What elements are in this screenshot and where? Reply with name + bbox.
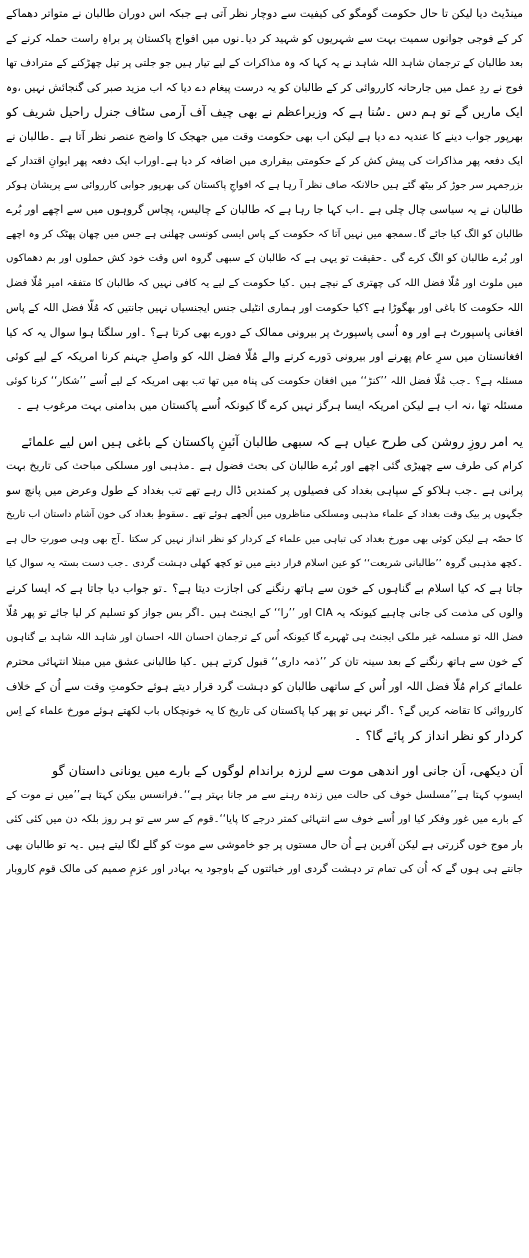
- text-line: کرام کی طرف سے چھیڑی گئی اچھے اور بُرے طالبان کی بحث فضول ہے ۔مذہبی اور مسلکی مباحث کی تاریخ بہت: [6, 459, 523, 472]
- paragraph-3: [6, 759, 523, 882]
- paragraph-2: [6, 430, 523, 749]
- text-line: اللہ حکومت کا باغی اور بھگوڑا ہے ؟کیا حکومت اور ہماری انٹیلی جنس ایجنسیاں نہیں جانتیں کہ مُلّا فضل اللہ کے پاس: [6, 302, 523, 314]
- text-line: فوج نے ردِ عمل میں جارحانہ کارروائی کر کے طالبان کو یہ درست پیغام دے دیا کہ اب مزید صبر کی گنجائش نہیں ،وہ: [6, 80, 523, 94]
- text-line: مسئلہ ہے؟ ۔جب مُلّا فضل اللہ ’’کنڑ‘‘ میں افغان حکومت کی پناہ میں تھا تب بھی امریکہ کے لیے اُسے ’’شکار‘‘ کرنا کوئی: [6, 375, 523, 387]
- text-line: کردار کو نظر انداز کر پائے گا؟ ۔: [354, 727, 523, 743]
- text-line: بزرجمہر سر جوڑ کر بیٹھ گئے ہیں حالانکہ صاف نظر آ رہا ہے کہ افواجِ پاکستان کی بھرپور جوابی کارروائی سے پریشان ہوکر: [6, 179, 523, 191]
- text-line: افغانی پاسپورٹ ہے اور وہ اُسی پاسپورٹ پر بیرونی ممالک کے دورے بھی کرتا ہے؟ ۔اور سلگتا ہوا سوال یہ کہ کیا: [6, 325, 523, 339]
- text-line: بعد طالبان کے ترجمان شاہد اللہ شاہد نے یہ کہا کہ وہ مذاکرات کے لیے تیار ہیں جو جلتی پر تیل چھڑکنے کے مترادف تھا: [6, 57, 523, 69]
- text-line: طالبان کو الگ کیا جائے گا۔سمجھ میں نہیں آتا کہ حکومت کے پاس ایسی کونسی چھلنی ہے جس میں چھان پھٹک کر وہ اچھے: [6, 228, 523, 240]
- text-line: اَن دیکھی، اَن جانی اور اندھی موت سے لرزہ براندام لوگوں کے بارے میں یونانی داستان گو: [52, 763, 523, 778]
- text-line: ایک ماریں گے تو ہم دس ۔سُنا ہے کہ وزیراعظم نے بھی چیف آف آرمی سٹاف جنرل راحیل شریف کو: [6, 105, 523, 119]
- text-line: کا حصّہ ہے لیکن کوئی بھی مورخ بغداد کی تباہی میں علماء کے کردار کو نظر انداز نہیں کر سکتا ۔آج بھی وہی صورتِ حال ہے: [6, 533, 523, 545]
- text-line: کر کے فوجی جوانوں سمیت بہت سے شہریوں کو شہید کر دیا۔نوں میں افواج پاکستان پر براہِ راست حملہ کرنے کے: [6, 31, 523, 45]
- paragraph-gap: [6, 419, 523, 430]
- text-line: پرانی ہے ۔جب ہلاکو کے سپاہی بغداد کی فصیلوں پر کمندیں ڈال رہے تھے تب بغداد کے طول وعرض میں پانچ سو: [6, 483, 523, 497]
- text-line: بھرپور جواب دینے کا عندیہ دے دیا ہے لیکن اب بھی حکومت وقت میں جھجک کا واضح عنصر نظر آتا ہے ۔طالبان نے: [6, 129, 523, 143]
- text-line: کے بارے میں غور وفکر کیا اور اُسے خوف سے انتہائی کمتر درجے کا پایا‘‘۔قوم کے سر سے تو ہر روز بلکہ دن میں کئی کئی: [6, 814, 523, 825]
- text-line: ایسوپ کہتا ہے’’مسلسل خوف کی حالت میں زندہ رہنے سے مر جانا بہتر ہے‘‘۔فرانسس بیکن کہتا ہے’’میں نے موت کے: [6, 789, 523, 801]
- text-line: ۔کچھ مذہبی گروہ ’’طالبانی شریعت‘‘ کو عین اسلام قرار دینے میں تو کچھ کھلی دہشت گردی ۔جب دست بستہ یہ سوال کیا: [6, 558, 523, 569]
- text-line: والوں کی مذمت کی جانی چاہیے کیونکہ یہ CIA اور ’’را‘‘ کے ایجنٹ ہیں ۔اگر بس جواز کو تسلیم کر لیا جائے تو پھر مُلّا: [6, 607, 523, 619]
- text-line: جاتا ہے کہ کیا اسلام بے گناہوں کے خون سے ہاتھ رنگنے کی اجازت دیتا ہے؟ ۔تو جواب دیا جاتا ہے کہ ایسا کرنے: [6, 581, 523, 595]
- text-line: مسئلہ تھا ،نہ اب ہے لیکن امریکہ ایسا ہرگز نہیں کرے گا کیونکہ اُسے پاکستان میں بدامنی بہت مرغوب ہے ۔: [16, 399, 523, 412]
- text-line: جانتے ہی ہوں گے کہ اُن کی تمام تر دہشت گردی اور خباثتوں کے باوجود یہ بہادر اور عزمِ صمیم کی مالک قوم کاروبار: [6, 863, 523, 875]
- text-line: علمائے کرام مُلّا فضل اللہ اور اُس کے ساتھی طالبان کو دہشت گرد قرار دیتے ہوئے حکومتِ وقت سے اُن کے خلاف: [6, 679, 523, 693]
- text-line: میں ملوث اور مُلّا فضل اللہ کی چھتری کے نیچے ہیں ۔کیا حکومت کے لیے یہ کافی نہیں کہ طالبان کا متفقہ امیر مُلّا فضل: [6, 277, 523, 289]
- text-line: افغانستان میں سرِ عام پھرنے اور بیرونی دَورے کرنے والے مُلّا فضل اللہ کو واصلِ جہنم کرنا امریکہ کے لیے کوئی: [6, 350, 523, 363]
- paragraph-1: [6, 2, 523, 419]
- text-line: اور بُرے طالبان کو الگ کرے گی ۔حقیقت تو یہی ہے کہ طالبان کے سبھی گروہ اس وقت خود کش حملوں اور بم دھماکوں: [6, 253, 523, 264]
- text-line: فضل اللہ تو مسلمہ غیر ملکی ایجنٹ ہی ٹھہرے گا کیونکہ اُس کے ترجمان احسان اللہ احسان اور شاہد اللہ شاہد بے گناہوں: [6, 631, 523, 643]
- text-line: مینڈیٹ دیا لیکن تا حال حکومت گومگو کی کیفیت سے دوچار نظر آتی ہے جبکہ اس دوران طالبان نے متواتر دھماکے: [6, 7, 523, 20]
- text-line: کے خون سے ہاتھ رنگنے کے بعد سینہ تان کر ’’ذمہ داری‘‘ قبول کرتے ہیں ۔کیا طالبانی عشق میں مبتلا انتہائی محترم: [6, 655, 523, 668]
- text-line: طالبان نے یہ سیاسی چال چلی ہے ۔اب کہا جا رہا ہے کہ طالبان کے چالیس، پچاس گروہوں میں سے اچھے اور بُرے: [6, 203, 523, 216]
- text-line: جگہوں پر بیک وقت بغداد کے علماء مذہبی ومسلکی مناظروں میں اُلجھے ہوئے تھے ۔سقوطِ بغداد کی خون آشام داستان اب تاریخ: [6, 509, 523, 520]
- text-line: یہ امر روزِ روشن کی طرح عیاں ہے کہ سبھی طالبان آئینِ پاکستان کے باغی ہیں اس لیے علمائے: [21, 433, 523, 449]
- text-line: کارروائی کا تقاضہ کریں گے؟ ۔اگر نہیں تو پھر کیا پاکستان کی تاریخ کا یہ خونچکاں باب لکھتے ہوئے مورخ علماء کے اِس: [6, 705, 523, 717]
- article-page: [6, 2, 523, 1256]
- text-line: بار موج خوں گزرتی ہے لیکن آفرین ہے اُن حال مستوں پر جو خاموشی سے موت کو گلے لگا لیتے ہیں ۔یہ تو طالبان بھی: [6, 838, 523, 851]
- paragraph-gap: [6, 748, 523, 759]
- text-line: ایک دفعہ پھر مذاکرات کی پیش کش کر کے حکومتی بیقراری میں اضافہ کر دیا ہے۔اوراب ایک دفعہ پھر ایوانِ اقتدار کے: [6, 155, 523, 167]
